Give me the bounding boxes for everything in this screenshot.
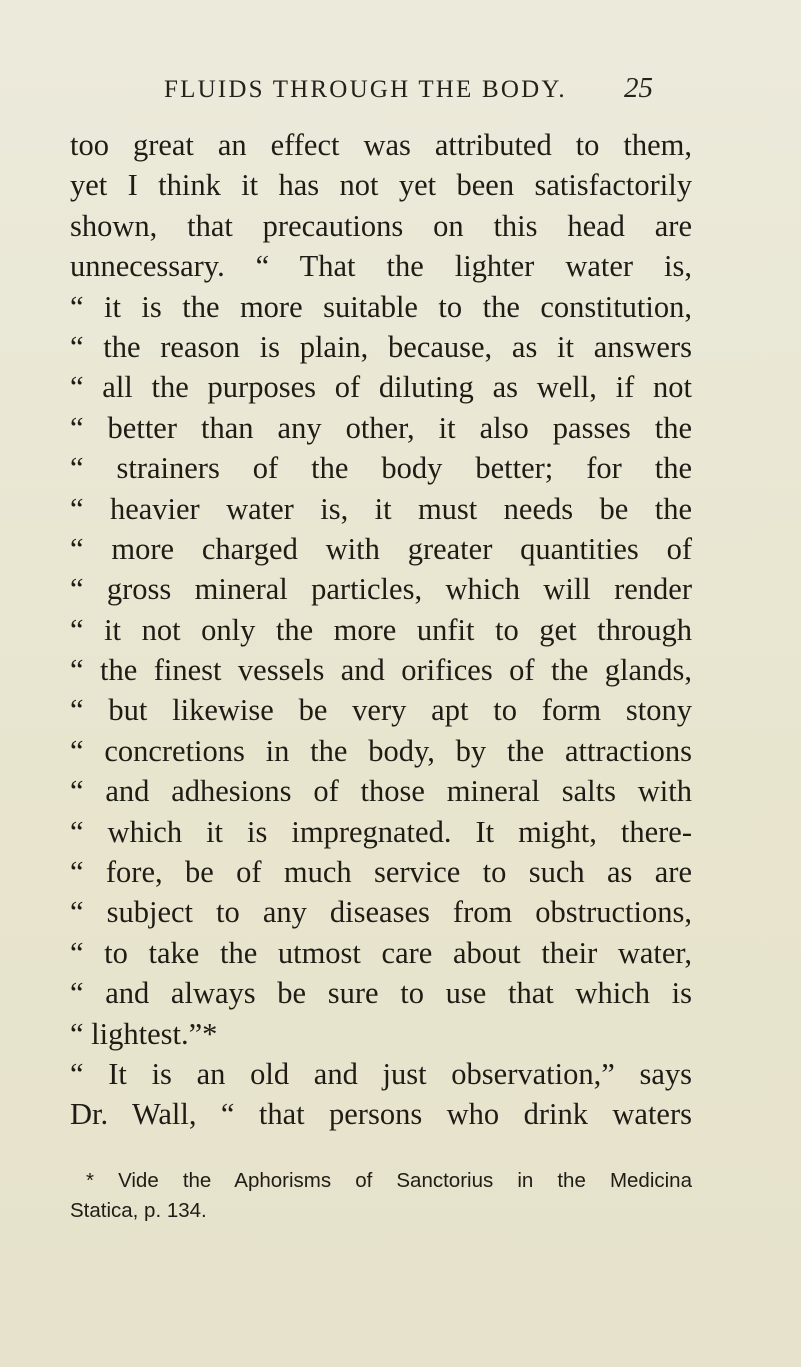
footnote — [70, 1166, 692, 1226]
page-header — [0, 72, 801, 112]
text-line: “ concretions in the body, by the attractions — [70, 733, 692, 768]
text-line: “ all the purposes of diluting as well, if not — [70, 370, 692, 405]
text-line: “ which it is impregnated. It might, there- — [70, 814, 692, 849]
text-line: “ the finest vessels and orifices of the glands, — [70, 653, 692, 688]
text-line: too great an effect was attributed to them, — [70, 128, 692, 162]
text-line: “ fore, be of much service to such as are — [70, 855, 692, 890]
text-line: “ heavier water is, it must needs be the — [70, 491, 692, 526]
text-line: “ it is the more suitable to the constitution, — [70, 289, 692, 324]
running-head: FLUIDS THROUGH THE BODY. — [164, 76, 567, 103]
text-line: unnecessary. “ That the lighter water is, — [70, 249, 692, 284]
text-line: shown, that precautions on this head are — [70, 208, 692, 243]
text-line: yet I think it has not yet been satisfactorily — [70, 168, 692, 203]
text-line: “ It is an old and just observation,” says — [70, 1056, 692, 1091]
text-line: “ to take the utmost care about their water, — [70, 935, 692, 970]
footnote-line: * Vide the Aphorisms of Sanctorius in the Medicina — [86, 1169, 692, 1192]
footnote-line: Statica, p. 134. — [70, 1199, 207, 1222]
text-line: Dr. Wall, “ that persons who drink waters — [70, 1097, 692, 1132]
text-line: “ subject to any diseases from obstructions, — [70, 895, 692, 930]
text-line: “ more charged with greater quantities of — [70, 531, 692, 566]
text-line: “ and adhesions of those mineral salts with — [70, 774, 692, 809]
text-line: “ lightest.”* — [70, 1016, 218, 1051]
text-line: “ but likewise be very apt to form stony — [70, 693, 692, 728]
text-line: “ the reason is plain, because, as it answers — [70, 329, 692, 364]
text-line: “ and always be sure to use that which is — [70, 976, 692, 1011]
text-line: “ strainers of the body better; for the — [70, 451, 692, 486]
text-line: “ it not only the more unfit to get through — [70, 612, 692, 647]
text-line: “ gross mineral particles, which will render — [70, 572, 692, 607]
body-text — [70, 125, 692, 1135]
page-number: 25 — [624, 72, 653, 104]
text-line: “ better than any other, it also passes the — [70, 410, 692, 445]
